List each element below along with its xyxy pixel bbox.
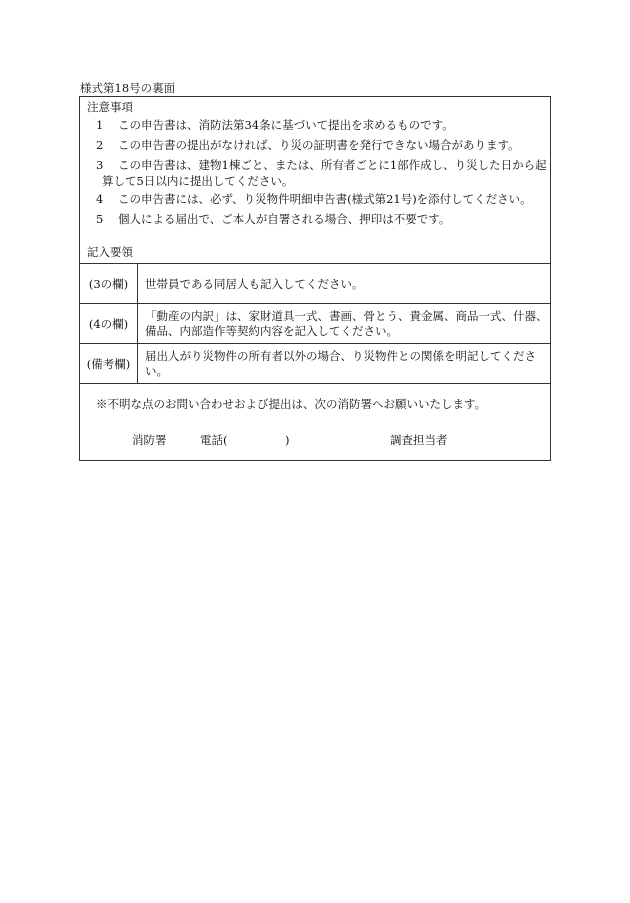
investigator-label: 調査担当者 [390,433,448,447]
note-item-2: 2 この申告書の提出がなければ、り災の証明書を発行できない場合があります。 [96,138,520,152]
note-item-3: 3 この申告書は、建物1棟ごと、または、所有者ごとに1部作成し、り災した日から起 算して5日以内に提出してください。 [96,158,547,188]
guide-row-field3 [80,263,550,304]
note-item-1: 1 この申告書は、消防法第34条に基づいて提出を求めるものです。 [96,118,454,132]
guide-row-remarks [80,343,550,384]
guide-row-text: 世帯員である同居人も記入してください。 [145,276,364,291]
guide-heading: 記入要領 [87,245,133,259]
inquiry-note: ※不明な点のお問い合わせおよび提出は、次の消防署へお願いいたします。 [96,397,487,411]
notice-frame [79,96,551,461]
guide-row-text: 届出人がり災物件の所有者以外の場合、り災物件との関係を明記してくださ い。 [145,349,536,378]
fire-station-label: 消防署 [132,433,167,447]
guide-row-label: (4の欄) [80,304,138,344]
notes-heading: 注意事項 [87,100,133,114]
note-item-5: 5 個人による届出で、ご本人が自署される場合、押印は不要です。 [96,212,451,226]
guide-row-label: (備考欄) [80,344,138,384]
phone-label: 電話( ) [200,433,290,447]
guide-row-text: 「動産の内訳」は、家財道具一式、書画、骨とう、貴金属、商品一式、什器、 備品、内部造作等契約内容を記入してください。 [145,309,548,338]
note-item-4: 4 この申告書には、必ず、り災物件明細申告書(様式第21号)を添付してください。 [96,192,532,206]
guide-row-label: (3の欄) [80,264,138,304]
form-title: 様式第18号の裏面 [80,81,176,95]
table-bottom-divider [80,383,550,384]
guide-row-field4 [80,303,550,344]
